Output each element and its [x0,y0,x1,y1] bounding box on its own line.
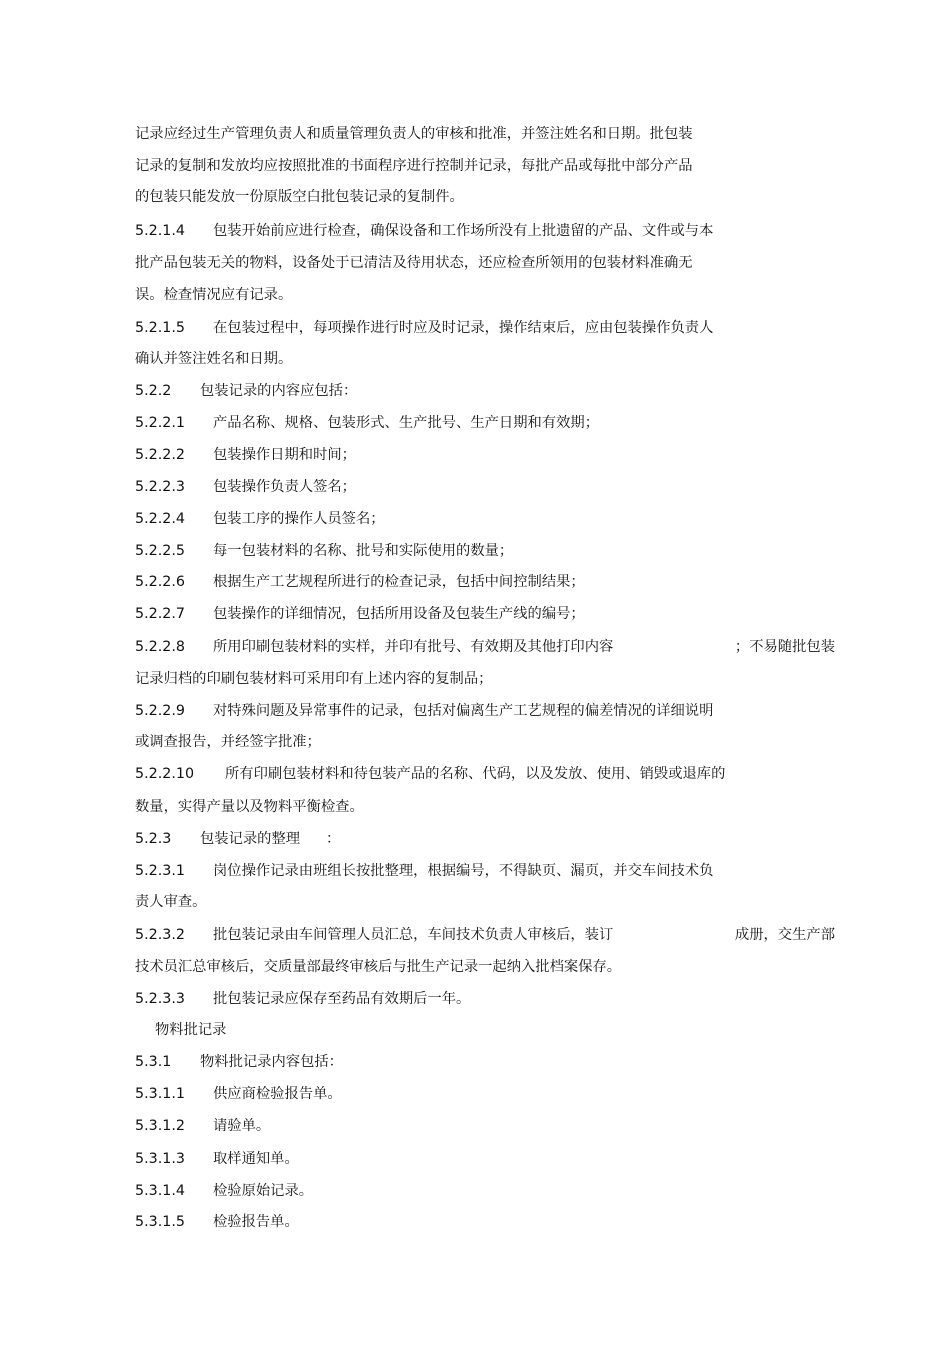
paragraph-line: 技术员汇总审核后，交质量部最终审核后与批生产记录一起纳入批档案保存。 [135,959,622,975]
section-text-tail: ；不易随批包装 [734,639,835,655]
section-text: 在包装过程中，每项操作进行时应及时记录，操作结束后，应由包装操作负责人 [213,320,714,336]
section-text: 岗位操作记录由班组长按批整理，根据编号，不得缺页、漏页，并交车间技术负 [213,863,714,879]
section-number: 5.2.2.4 [135,511,186,527]
section-text-tail: 成册，交生产部 [734,927,835,943]
section-text: 批包装记录应保存至药品有效期后一年。 [213,991,471,1007]
section-text: 所有印刷包装材料和待包装产品的名称、代码，以及发放、使用、销毁或退库的 [225,766,726,782]
paragraph-line: 误。检查情况应有记录。 [135,287,293,303]
paragraph-line: 记录归档的印刷包装材料可采用印有上述内容的复制品； [135,671,493,687]
section-number: 5.3.1 [135,1054,172,1070]
section-number: 5.2.2.9 [135,703,186,719]
section-number: 5.2.1.5 [135,320,186,336]
paragraph-line: 记录应经过生产管理负责人和质量管理负责人的审核和批准，并签注姓名和日期。批包装 [135,126,693,142]
section-text: 包装开始前应进行检查，确保设备和工作场所没有上批遗留的产品、文件或与本 [213,223,714,239]
section-number: 5.2.2.1 [135,415,186,431]
section-text: 根据生产工艺规程所进行的检查记录，包括中间控制结果； [213,574,585,590]
section-title: 物料批记录 [155,1022,227,1038]
section-text: 供应商检验报告单。 [213,1086,342,1102]
section-number: 5.2.2.5 [135,543,186,559]
section-text: 每一包装材料的名称、批号和实际使用的数量； [213,543,514,559]
section-number: 5.2.2.2 [135,447,186,463]
section-text: 请验单。 [213,1118,271,1134]
section-heading: 包装记录的整理 [200,831,301,847]
section-text: 包装工序的操作人员签名； [213,511,385,527]
section-number: 5.2.1.4 [135,223,186,239]
section-text: 取样通知单。 [213,1151,299,1167]
section-number: 5.3.1.3 [135,1151,186,1167]
section-number: 5.2.2.10 [135,766,195,782]
section-text: 包装操作日期和时间； [213,447,356,463]
section-heading-colon: ： [326,831,341,847]
paragraph-line: 的包装只能发放一份原版空白批包装记录的复制件。 [135,189,464,205]
section-text: 对特殊问题及异常事件的记录，包括对偏离生产工艺规程的偏差情况的详细说明 [213,703,714,719]
section-number: 5.3.1.4 [135,1183,186,1199]
section-text: 包装操作负责人签名； [213,479,356,495]
section-number: 5.3.1.5 [135,1214,186,1230]
section-number: 5.2.2.3 [135,479,186,495]
section-number: 5.3.1.1 [135,1086,186,1102]
section-number: 5.2.2 [135,383,172,399]
section-number: 5.2.3.1 [135,863,186,879]
section-text: 检验原始记录。 [213,1183,314,1199]
section-number: 5.3.1.2 [135,1118,186,1134]
section-text: 检验报告单。 [213,1214,299,1230]
paragraph-line: 确认并签注姓名和日期。 [135,351,293,367]
section-number: 5.2.2.8 [135,639,186,655]
section-text: 所用印刷包装材料的实样，并印有批号、有效期及其他打印内容 [213,639,614,655]
section-text: 产品名称、规格、包装形式、生产批号、生产日期和有效期； [213,415,600,431]
paragraph-line: 批产品包装无关的物料，设备处于已清洁及待用状态，还应检查所领用的包装材料准确无 [135,255,693,271]
paragraph-line: 或调查报告，并经签字批准； [135,734,321,750]
section-heading: 物料批记录内容包括： [200,1054,343,1070]
paragraph-line: 记录的复制和发放均应按照批准的书面程序进行控制并记录，每批产品或每批中部分产品 [135,158,693,174]
section-number: 5.2.3.2 [135,927,186,943]
section-text: 包装操作的详细情况，包括所用设备及包装生产线的编号； [213,606,585,622]
paragraph-line: 数量，实得产量以及物料平衡检查。 [135,799,364,815]
section-heading: 包装记录的内容应包括： [200,383,358,399]
section-number: 5.2.2.7 [135,606,186,622]
section-number: 5.2.3 [135,831,172,847]
section-number: 5.2.2.6 [135,574,186,590]
section-text: 批包装记录由车间管理人员汇总，车间技术负责人审核后，装订 [213,927,614,943]
section-number: 5.2.3.3 [135,991,186,1007]
paragraph-line: 责人审查。 [135,894,207,910]
